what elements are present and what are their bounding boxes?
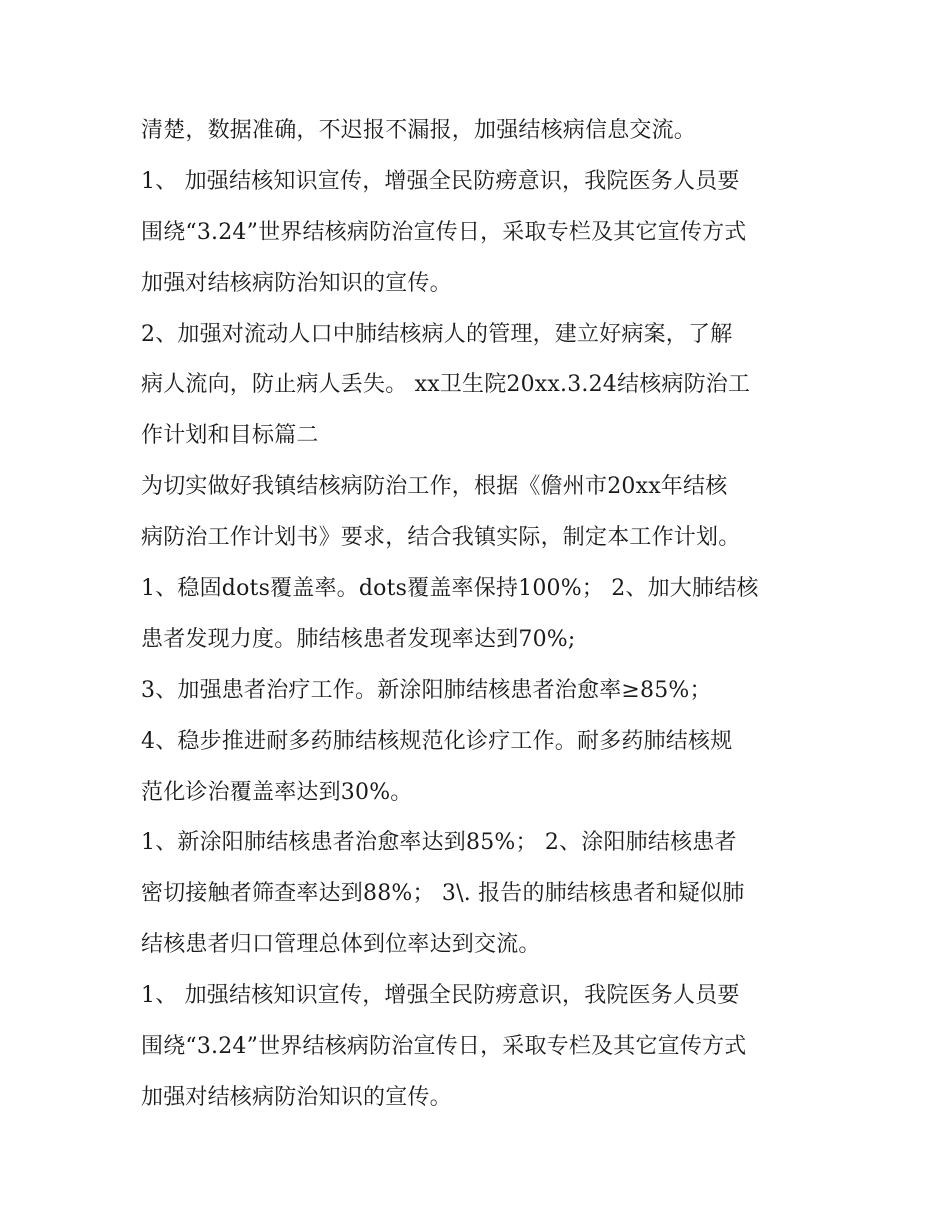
text-line: 作计划和目标篇二 [141, 423, 319, 449]
text-line: 4、稳步推进耐多药肺结核规范化诊疗工作。耐多药肺结核规 [141, 728, 733, 754]
text-line: 为切实做好我镇结核病防治工作，根据《儋州市20xx年结核 [141, 474, 728, 500]
text-line: 清楚，数据准确，不迟报不漏报，加强结核病信息交流。 [141, 118, 697, 143]
text-line: 结核患者归口管理总体到位率达到交流。 [141, 932, 541, 958]
text-line: 病人流向，防止病人丢失。 xx卫生院20xx.3.24结核病防治工 [141, 372, 751, 398]
text-line: 密切接触者筛查率达到88%； 3\. 报告的肺结核患者和疑似肺 [141, 881, 745, 907]
text-line: 范化诊治覆盖率达到30%。 [141, 779, 413, 805]
text-line: 加强对结核病防治知识的宣传。 [141, 1084, 452, 1110]
text-line: 1、新涂阳肺结核患者治愈率达到85%； 2、涂阳肺结核患者 [141, 830, 737, 856]
text-line: 患者发现力度。肺结核患者发现率达到70%; [141, 626, 576, 652]
document-body [141, 106, 821, 1124]
text-line: 1、 加强结核知识宣传，增强全民防痨意识，我院医务人员要 [141, 983, 740, 1009]
text-line: 加强对结核病防治知识的宣传。 [141, 270, 452, 296]
text-line: 2、加强对流动人口中肺结核病人的管理，建立好病案，了解 [141, 321, 733, 347]
text-line: 1、稳固dots覆盖率。dots覆盖率保持100%； 2、加大肺结核 [141, 576, 759, 602]
text-line: 围绕“3.24”世界结核病防治宣传日，采取专栏及其它宣传方式 [141, 219, 747, 245]
text-line: 1、 加强结核知识宣传，增强全民防痨意识，我院医务人员要 [141, 168, 740, 194]
text-line: 病防治工作计划书》要求，结合我镇实际，制定本工作计划。 [141, 525, 741, 551]
text-line: 3、加强患者治疗工作。新涂阳肺结核患者治愈率≥85%； [141, 677, 712, 703]
text-line: 围绕“3.24”世界结核病防治宣传日，采取专栏及其它宣传方式 [141, 1034, 747, 1060]
